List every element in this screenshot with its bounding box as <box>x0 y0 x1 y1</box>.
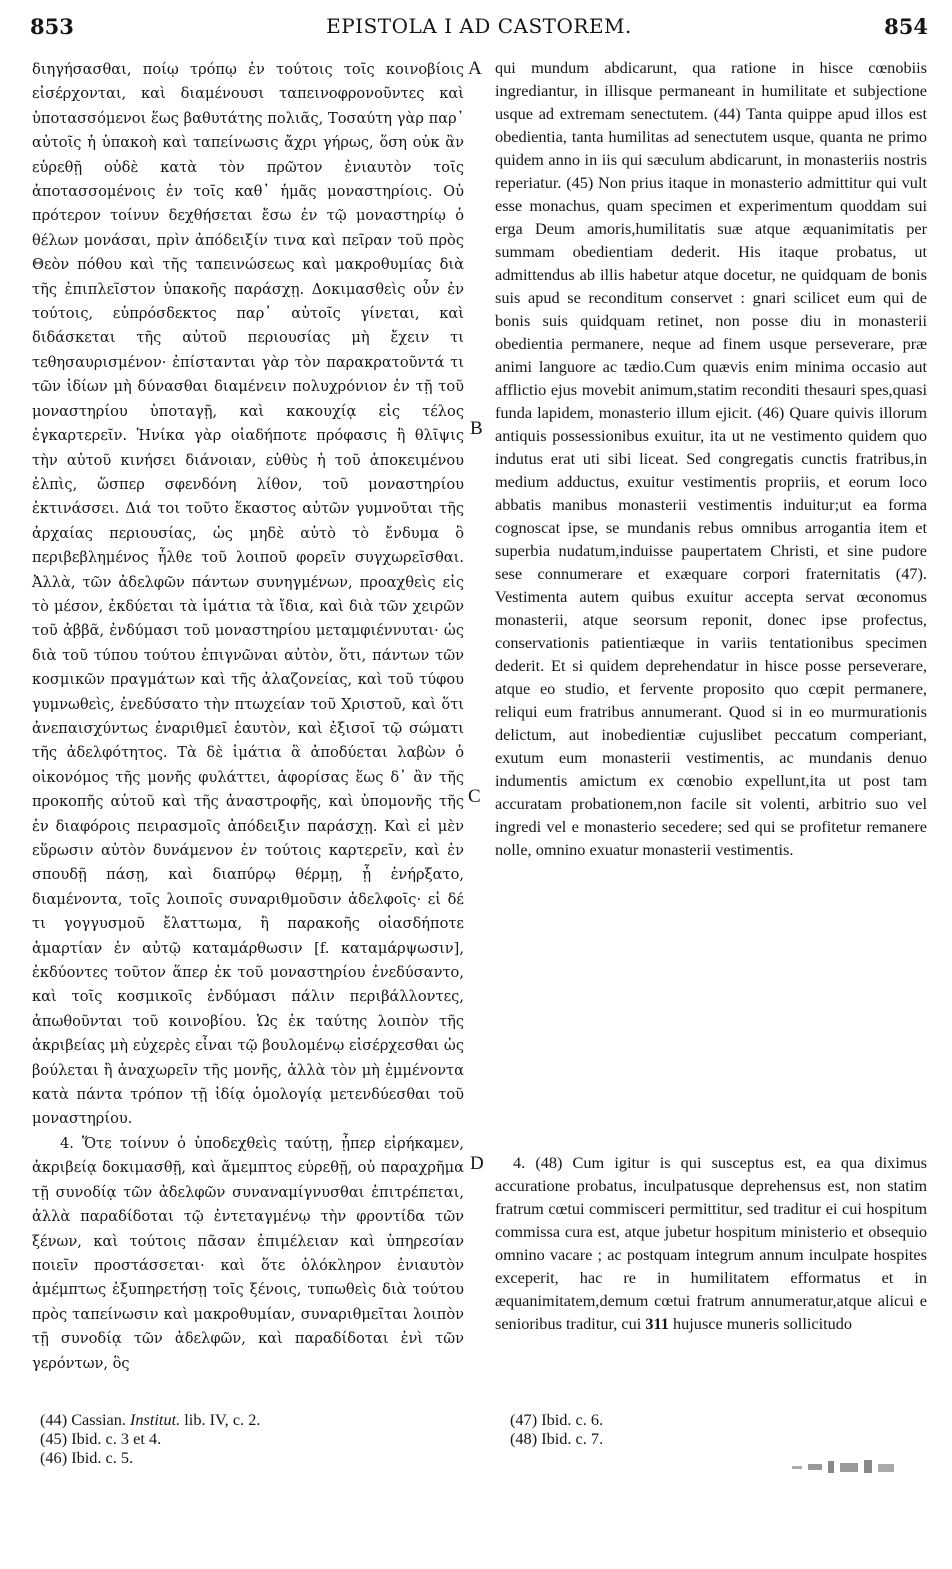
footnotes-left <box>40 1410 260 1467</box>
running-header <box>30 14 928 42</box>
latin-paragraph-2 <box>495 1151 927 1335</box>
section-marker-a: A <box>468 58 482 79</box>
page-number-right: 854 <box>884 14 928 39</box>
footnotes-right <box>510 1410 603 1448</box>
section-marker-b: B <box>470 418 483 439</box>
section-marker-c: C <box>468 786 481 807</box>
section-marker-d: D <box>470 1153 484 1174</box>
footnote-48: (48) Ibid. c. 7. <box>510 1429 604 1448</box>
latin-paragraph-1: qui mundum abdicarunt, qua ratione in hisce cœnobiis ingrediantur, in illisque permaneant in humilitate et subjectione usque ad extremam senectutem. (44) Tanta quippe apud illos est obedientia, tanta humilitas ad senectutem usque, quanta ne primo quidem anno in iis qui sæculum abdicarunt, in monasteriis nostris reperiatur. (45) Non prius itaque in monasterio admittitur qui vult esse monachus, quam specimen et experimentum quoddam sui erga Deum amoris,humilitatis suæ atque æquanimitatis per summam obedientiam dederit. His itaque probatus, ut admittendus ab illis habetur atque docetur, ne quidquam de bonis suis apud se reconditum conservet : gnari scilicet eum qui de bonis suis quidquam retinet, non posse diu in monasterii obedientia permanere, neque ad finem usque perseverare, præ animi languore ac tædio.Cum quævis enim minima occasio aut afflictio ejus movebit animum,statim reconditi thesauri spes,quasi funda lapidem, monasterio illum ejicit. (46) Quare quivis illorum antiquis possessionibus exuitur, ita ut ne vestimento quidem quo indutus erat uti sibi liceat. Sed congregatis cunctis fratribus,in medium adductus, exuitur vestimentis propriis, et eorum loco abbatis manibus monasterii vestimentis induitur;ut ea forma cognoscat ipse, se mundanis rebus omnibus arrogantia item et superbia nudatum,induisse paupertatem Christi, et sine pudore sese connumerare et exæquare corpori fraternitatis (47). Vestimenta autem quibus exuitur accepta servat œconomus monasterii, atque seorsum reponit, donec ipse profectus, conservationis patientiæque in variis tentationibus specimen dederit. Et si quidem deprehendatur in hisce posse perseverare, atque eo studio, et fervente proposito quo cœpit permanere, reliqui eum fratribus annumerant. Quod si in eo murmurationis delictum, aut inobedientiæ cujuslibet peccatum comperiant, exutum eum monasterii vestimentis, ac mundanis denuo indumentis amictum ex cœnobio expellunt,ita ut post tam accuratam probationem,non facile sit volenti, arbitrio suo vel ingredi vel e monasterio secedere; sed qui se profitetur remanere nolle, omnino exuatur monasterii vestimentis. <box>495 58 927 859</box>
greek-paragraph-1: διηγήσασθαι, ποίῳ τρόπῳ ἐν τούτοις τοῖς κοινοβίοις εἰσέρχονται, καὶ διαμένουσι ταπεινοφρονοῦντες καὶ ὑποτασσόμενοι ἕως βαθυτάτης πολιᾶς, Τοσαύτη γὰρ παρ᾽ αὐτοῖς ἡ ὑπακοὴ καὶ ταπείνωσις ἄχρι γήρως, ὅση οὐκ ἂν εὑρεθῇ οὐδὲ κατὰ τὸν πρῶτον ἐνιαυτὸν τοῖς ἀποτασσομένοις ἐν τοῖς καθ᾽ ἡμᾶς μοναστηρίοις. Οὐ πρότερον τοίνυν δεχθήσεται ἔσω ἐν τῷ μοναστηρίῳ ὁ θέλων μονάσαι, πρὶν ἀπόδειξίν τινα καὶ πεῖραν τοῦ πρὸς Θεὸν πόθου καὶ τῆς ταπεινώσεως καὶ μακροθυμίας διὰ τῆς ἐπιπλεῖστον ὑπακοῆς παράσχῃ. Δοκιμασθεὶς οὖν ἐν τούτοις, εὐπρόσδεκτος παρ᾽ αὐτοῖς γίνεται, καὶ διδάσκεται τῆς αὐτοῦ περιουσίας μὴ ἔχειν τι τεθησαυρισμένον· ἐπίστανται γὰρ τὸν παρακρατοῦντά τι τῶν ἰδίων μὴ δύνασθαι διαμένειν πολυχρόνιον ἐν τῇ τοῦ μοναστηρίου ὑποταγῇ, καὶ κακουχίᾳ εἰς τέλος ἐγκαρτερεῖν. Ἡνίκα γὰρ οἱαδήποτε πρόφασις ἢ θλῖψις τὴν αὐτοῦ κινήσει διάνοιαν, εὐθὺς ἡ τοῦ ἀποκειμένου ἐλπὶς, ὥσπερ σφενδόνη λίθον, τοῦ μοναστηρίου ἐκτινάσσει. Διά τοι τοῦτο ἕκαστος αὐτῶν γυμνοῦται τῆς ἀρχαίας περιουσίας, ὡς μηδὲ αὐτὸ τὸ ἔνδυμα ὃ περιβεβλημένος ἦλθε τοῦ λοιποῦ φορεῖν συγχωρεῖσθαι. Ἀλλὰ, τῶν ἀδελφῶν πάντων συνηγμένων, προαχθεὶς εἰς τὸ μέσον, ἐκδύεται τὰ ἱμάτια τὰ ἴδια, καὶ διὰ τῶν χειρῶν τοῦ ἀββᾶ, ἐνδύμασι τοῦ μοναστηρίου μεταμφιέννυται· ὡς διὰ τοῦ τύπου τούτου ἐπιγνῶναι αὐτὸν, ὅτι, πάντων τῶν κοσμικῶν πραγμάτων καὶ τῆς ἀλαζονείας, καὶ τοῦ τύφου γυμνωθεὶς, ἐνεδύσατο τὴν πτωχείαν τοῦ Χριστοῦ, καὶ ὅτι ἀνεπαισχύντως ἐναριθμεῖ ἑαυτὸν, καὶ ἐξισοῖ τῷ σώματι τῆς ἀδελφότητος. Τὰ δὲ ἱμάτια ἃ ἀποδύεται λαβὼν ὁ οἰκονόμος τῆς μονῆς φυλάττει, ἀφορίσας ἕως δ᾽ ἂν τῆς προκοπῆς αὐτοῦ καὶ τῆς ἀναστροφῆς, καὶ ὑπομονῆς τῆς ἐν διαφόροις πειρασμοῖς ἀπόδειξιν παράσχῃ. Καὶ εἰ μὲν εὕρωσιν αὐτὸν δυνάμενον ἐν τούτοις καρτερεῖν, καὶ ἐν σπουδῇ πάσῃ, καὶ διαπύρῳ θέρμῃ, ᾗ ἐνήρξατο, διαμένοντα, τοῖς λοιποῖς συναριθμοῦσιν ἀδελφοῖς· εἰ δέ τι γογγυσμοῦ ἔλαττωμα, ἢ παρακοῆς οἱασδήποτε ἁμαρτίαν ἐν αὐτῷ καταμάρθωσιν [f. καταμάρψωσιν], ἐκδύοντες τοῦτον ἅπερ ἐκ τοῦ μοναστηρίου ἐνεδύσαντο, καὶ τοῖς κοσμικοῖς ἐνδύμασι πάλιν περιβάλλοντες, ἀπωθοῦνται τοῦ κοινοβίου. Ὡς ἐκ ταύτης λοιπὸν τῆς ἀκριβείας μὴ εὐχερὲς εἶναι τῷ βουλομένῳ εἰσέρχεσθαι ὡς βούλεται ἢ ἀναχωρεῖν τῆς μονῆς, ἀλλὰ τὸν μὴ ἐμμένοντα κατὰ πάντα τρόπον τῇ ἰδίᾳ ὁμολογίᾳ μετενδύεσθαι τοῦ μοναστηρίου. <box>32 61 464 1128</box>
footnote-44: (44) Cassian. Institut. lib. IV, c. 2. <box>40 1410 261 1429</box>
page-number-left: 853 <box>30 14 74 39</box>
smudge-mark <box>792 1456 902 1478</box>
running-title: EPISTOLA I AD CASTOREM. <box>326 14 632 38</box>
scan-smudge <box>792 1456 902 1478</box>
latin-paragraph-2-text: 4. (48) Cum igitur is qui susceptus est, ea qua diximus accuratione probatus, inculpatusque deprehensus est, non statim fratrum cœtui commisceri permittitur, sed traditur ei cui hospitum commissa cura est, atque jubetur hospitum ministerio et obsequio omnino vacare ; ac postquam integrum annum inculpate hospites exceperit, hac re in humilitatem efformatus et in æquanimitatem,demum cœtui fratrum annumeratur,atque alicui e senioribus traditur, cui <box>495 1153 927 1333</box>
footnote-46: (46) Ibid. c. 5. <box>40 1448 134 1467</box>
column-number: 311 <box>645 1314 669 1333</box>
latin-column <box>495 56 927 861</box>
greek-paragraph-2: 4. Ὅτε τοίνυν ὁ ὑποδεχθεὶς ταύτῃ, ᾗπερ εἰρήκαμεν, ἀκριβείᾳ δοκιμασθῇ, καὶ ἄμεμπτος εὑρεθῇ, οὐ παραχρῆμα τῇ συνοδίᾳ τῶν ἀδελφῶν συναναμίγνυσθαι ἐπιτρέπεται, ἀλλὰ παραδίδοται τῷ ἐντεταγμένῳ τὴν φροντίδα τῶν ξένων, καὶ τούτοις πᾶσαν ἐπιμέλειαν καὶ ὑπηρεσίαν ποιεῖν προστάσσεται· καὶ ὅτε ὁλόκληρον ἐνιαυτὸν ἀμέμπτως ἐξυπηρετήσῃ τοῖς ξένοις, τυπωθεὶς διὰ τούτου πρὸς ταπείνωσιν καὶ μακροθυμίαν, συναριθμεῖται λοιπὸν τῇ συνοδίᾳ τῶν ἀδελφῶν, καὶ παραδίδοται ἑνὶ τῶν γερόντων, ὃς <box>32 1134 464 1372</box>
latin-paragraph-2-end: hujusce muneris sollicitudo <box>673 1314 853 1333</box>
footnote-45: (45) Ibid. c. 3 et 4. <box>40 1429 162 1448</box>
greek-column <box>32 58 464 1376</box>
footnote-47: (47) Ibid. c. 6. <box>510 1410 604 1429</box>
